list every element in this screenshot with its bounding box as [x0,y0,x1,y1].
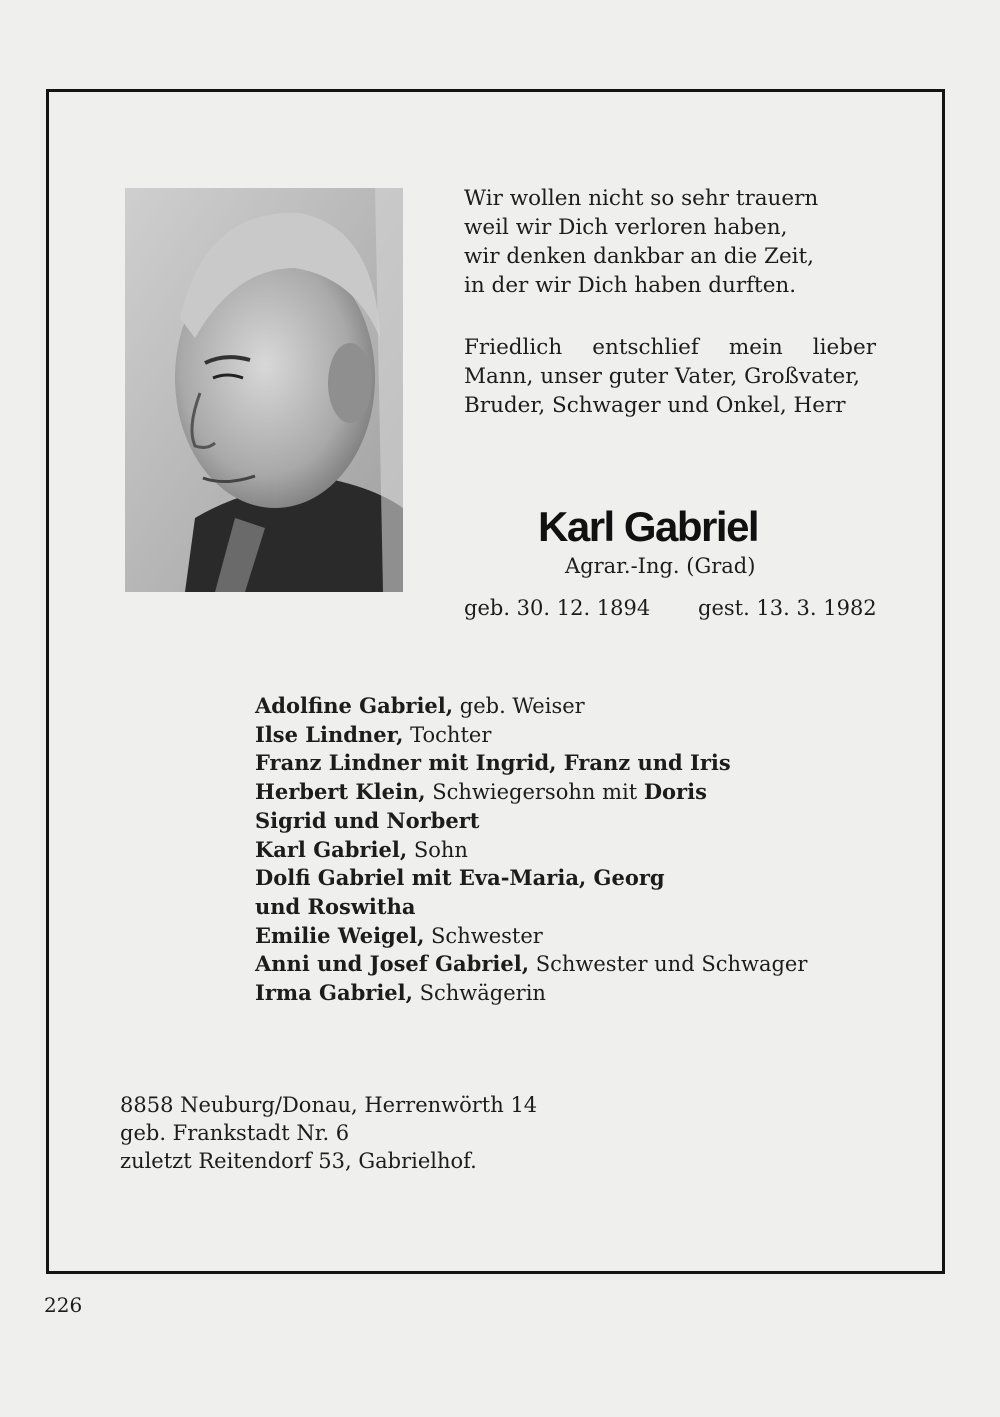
address-block [120,1091,537,1175]
mourner-line: Franz Lindner mit Ingrid, Franz und Iris [255,750,731,776]
address-line: geb. Frankstadt Nr. 6 [120,1121,350,1145]
deceased-name: Karl Gabriel [538,503,759,550]
mourner-line: Sigrid und Norbert [255,807,480,833]
address-line: zuletzt Reitendorf 53, Gabrielhof. [120,1149,477,1173]
announcement-line: Bruder, Schwager und Onkel, Herr [464,393,846,418]
address-line: 8858 Neuburg/Donau, Herrenwörth 14 [120,1093,538,1117]
death-date: gest. 13. 3. 1982 [698,596,877,620]
mourner-line: Ilse Lindner, Tochter [255,721,492,747]
verse-line: weil wir Dich verloren haben, [464,215,788,240]
mourner-line: Karl Gabriel, Sohn [255,836,468,862]
verse-line: Wir wollen nicht so sehr trauern [464,186,819,211]
mourners-list [255,692,807,1008]
verse-line: wir denken dankbar an die Zeit, [464,244,815,269]
death-announcement [464,333,876,420]
verse-line: in der wir Dich haben durften. [464,273,797,298]
memorial-verse [464,184,884,300]
announcement-line: Mann, unser guter Vater, Großvater, [464,364,860,389]
announcement-line: Friedlich entschlief mein lieber [464,335,876,360]
mourner-line: Emilie Weigel, Schwester [255,922,543,948]
mourner-line: Irma Gabriel, Schwägerin [255,980,546,1006]
mourner-line: und Roswitha [255,893,416,919]
page-number: 226 [44,1293,83,1317]
mourner-line: Anni und Josef Gabriel, Schwester und Schwager [255,951,808,977]
deceased-title: Agrar.-Ing. (Grad) [565,554,756,578]
birth-date: geb. 30. 12. 1894 [464,596,651,620]
portrait-photo [125,188,403,592]
mourner-line: Dolfi Gabriel mit Eva-Maria, Georg [255,865,665,891]
mourner-line: Herbert Klein, Schwiegersohn mit Doris [255,779,707,805]
mourner-line: Adolfine Gabriel, geb. Weiser [255,693,585,718]
